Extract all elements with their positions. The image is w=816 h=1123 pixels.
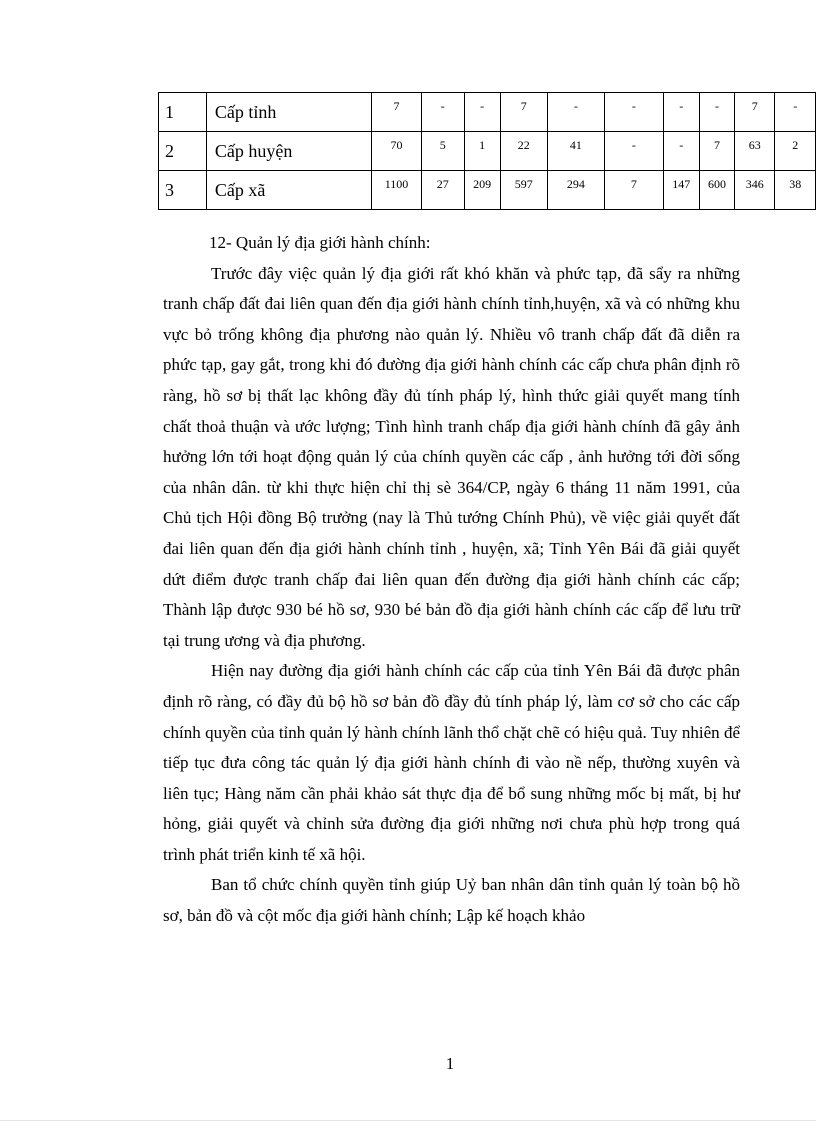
table-cell: -: [464, 93, 500, 132]
row-level-name: Cấp xã: [206, 171, 371, 210]
table-row: [159, 93, 816, 132]
paragraph: Hiện nay đường địa giới hành chính các cấp của tỉnh Yên Bái đã được phân định rõ ràng, có đầy đủ bộ hồ sơ bản đồ đầy đủ tính pháp lý, làm cơ sở cho các cấp chính quyền của tỉnh quản lý hành chính lãnh thổ chặt chẽ có hiệu quả. Tuy nhiên để tiếp tục đưa công tác quản lý địa giới hành chính đi vào nề nếp, thường xuyên và liên tục; Hàng năm cần phải khảo sát thực địa để bổ sung những mốc bị mất, bị hư hỏng, giải quyết và chỉnh sửa đường địa giới những nơi chưa phù hợp trong quá trình phát triển kinh tế xã hội.: [163, 661, 740, 864]
row-level-name: Cấp tỉnh: [206, 93, 371, 132]
table-cell: 294: [547, 171, 605, 210]
table-cell: 7: [699, 132, 734, 171]
table-cell: 597: [500, 171, 547, 210]
table-cell: 346: [735, 171, 775, 210]
paragraph: Trước đây việc quản lý địa giới rất khó khăn và phức tạp, đã sẩy ra những tranh chấp đất đai liên quan đến địa giới hành chính tỉnh,huyện, xã và có những khu vực bỏ trống không địa phương nào quản lý. Nhiều vô tranh chấp đất đã diễn ra phức tạp, gay gắt, trong khi đó đường địa giới hành chính các cấp chưa phân định rõ ràng, hồ sơ bị thất lạc không đầy đủ tính pháp lý, hình thức giải quyết mang tính chất thoả thuận và ước lượng; Tình hình tranh chấp địa giới hành chính đã gây ảnh hưởng lớn tới hoạt động quản lý của chính quyền các cấp , ảnh hưởng tới đời sống của nhân dân. từ khi thực hiện chỉ thị sè 364/CP, ngày 6 tháng 11 năm 1991, của Chủ tịch Hội đồng Bộ trưởng (nay là Thủ tướng Chính Phủ), về việc giải quyết đất đai liên quan đến địa giới hành chính tỉnh , huyện, xã; Tỉnh Yên Bái đã giải quyết dứt điểm được tranh chấp đai liên quan đến đường địa giới hành chính các cấp; Thành lập được 930 bé hồ sơ, 930 bé bản đồ địa giới hành chính các cấp để lưu trữ tại trung ương và địa phương.: [163, 263, 740, 650]
table-cell: -: [663, 132, 699, 171]
table-cell: -: [422, 93, 465, 132]
table-cell: 41: [547, 132, 605, 171]
table-cell: 5: [422, 132, 465, 171]
page-divider: [0, 1120, 816, 1121]
table-cell: 22: [500, 132, 547, 171]
row-level-name: Cấp huyện: [206, 132, 371, 171]
table-cell: 2: [775, 132, 816, 171]
table-cell: -: [547, 93, 605, 132]
table-cell: -: [605, 93, 664, 132]
table-cell: 7: [605, 171, 664, 210]
table-cell: 147: [663, 171, 699, 210]
page-number: 1: [445, 1054, 455, 1073]
table-cell: 27: [422, 171, 465, 210]
section-text: [163, 228, 740, 932]
table-row: [159, 171, 816, 210]
table-cell: -: [699, 93, 734, 132]
table-body: [159, 93, 816, 210]
statistics-table: [158, 92, 816, 210]
table-cell: 7: [500, 93, 547, 132]
table-cell: 38: [775, 171, 816, 210]
table-cell: 7: [371, 93, 421, 132]
table-cell: -: [605, 132, 664, 171]
table-cell: 70: [371, 132, 421, 171]
row-number: 1: [159, 93, 207, 132]
row-number: 2: [159, 132, 207, 171]
table-cell: 1100: [371, 171, 421, 210]
table-cell: 1: [464, 132, 500, 171]
table-cell: -: [663, 93, 699, 132]
row-number: 3: [159, 171, 207, 210]
section-heading: 12- Quản lý địa giới hành chính:: [209, 233, 431, 252]
table-cell: 63: [735, 132, 775, 171]
table-cell: -: [775, 93, 816, 132]
paragraph: Ban tổ chức chính quyền tỉnh giúp Uỷ ban nhân dân tỉnh quản lý toàn bộ hồ sơ, bản đồ và cột mốc địa giới hành chính; Lập kế hoạch khảo: [163, 875, 740, 926]
table-row: [159, 132, 816, 171]
table-cell: 600: [699, 171, 734, 210]
table-cell: 209: [464, 171, 500, 210]
table-cell: 7: [735, 93, 775, 132]
